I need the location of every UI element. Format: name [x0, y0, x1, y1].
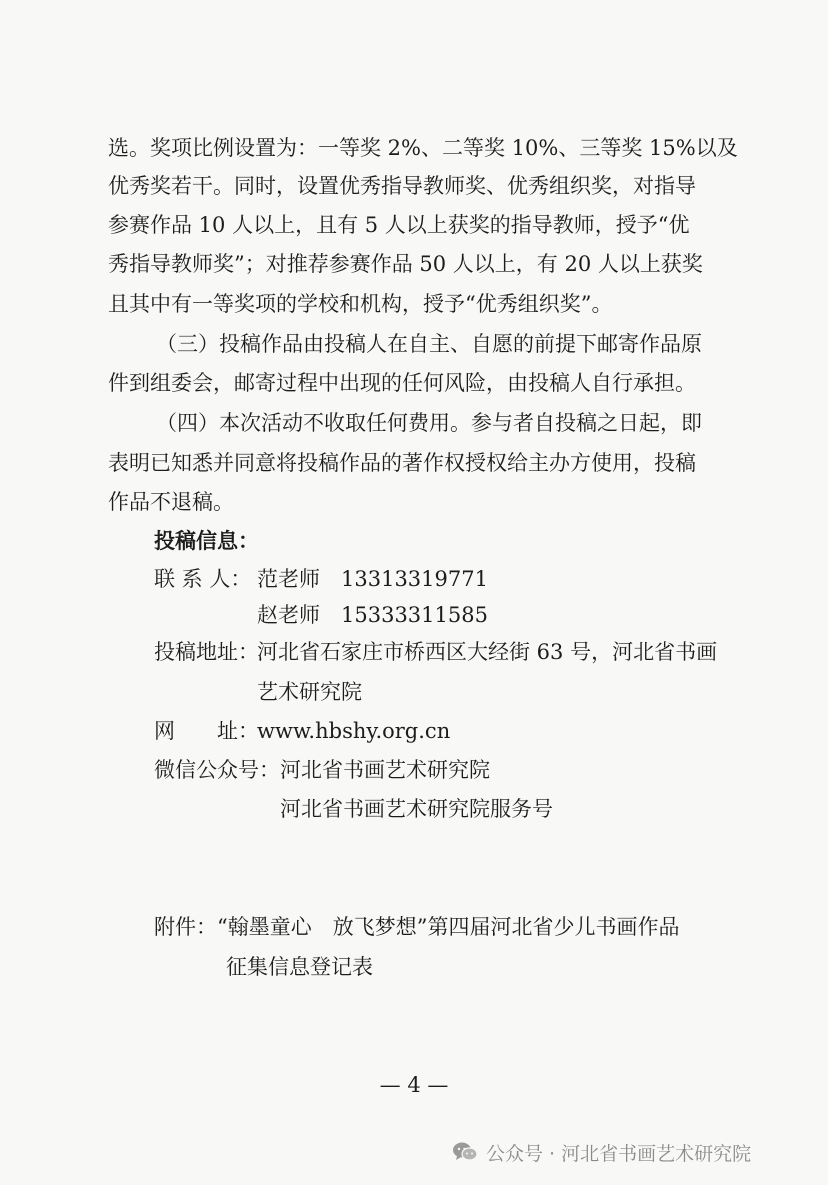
contact-value: 范老师 13313319771 — [257, 567, 488, 591]
paragraph-line: （四）本次活动不收取任何费用。参与者自投稿之日起，即 — [156, 411, 702, 435]
submission-heading: 投稿信息： — [154, 529, 259, 553]
paragraph-line: 秀指导教师奖”；对推荐参赛作品 50 人以上，有 20 人以上获奖 — [108, 252, 703, 276]
wechat-label: 微信公众号： — [154, 758, 280, 782]
paragraph-line: 优秀奖若干。同时，设置优秀指导教师奖、优秀组织奖，对指导 — [108, 174, 696, 198]
paragraph-line: 选。奖项比例设置为：一等奖 2%、二等奖 10%、三等奖 15%以及 — [108, 136, 738, 160]
attachment-line: 附件：“翰墨童心 放飞梦想”第四届河北省少儿书画作品 — [154, 915, 680, 939]
address-label: 投稿地址： — [154, 640, 259, 664]
address-value: 河北省石家庄市桥西区大经街 63 号，河北省书画 — [257, 640, 718, 664]
footer-watermark — [452, 1136, 751, 1168]
contact-label: 联 系 人： — [154, 567, 252, 591]
footer-text: 公众号 · 河北省书画艺术研究院 — [486, 1142, 752, 1165]
paragraph-line: 件到组委会，邮寄过程中出现的任何风险，由投稿人自行承担。 — [108, 371, 696, 395]
paragraph-line: 且其中有一等奖项的学校和机构，授予“优秀组织奖”。 — [108, 292, 613, 316]
attachment-line: 征集信息登记表 — [226, 955, 373, 979]
address-value: 艺术研究院 — [257, 680, 362, 704]
wechat-value: 河北省书画艺术研究院 — [280, 758, 490, 782]
contact-value: 赵老师 15333311585 — [257, 603, 488, 627]
website-value: www.hbshy.org.cn — [257, 719, 451, 743]
paragraph-line: 表明已知悉并同意将投稿作品的著作权授权给主办方使用，投稿 — [108, 451, 696, 475]
wechat-icon — [452, 1141, 478, 1163]
wechat-value: 河北省书画艺术研究院服务号 — [280, 797, 553, 821]
paragraph-line: 参赛作品 10 人以上，且有 5 人以上获奖的指导教师，授予“优 — [108, 213, 690, 237]
paragraph-line: （三）投稿作品由投稿人在自主、自愿的前提下邮寄作品原 — [156, 332, 702, 356]
page-number: — 4 — — [379, 1073, 449, 1097]
website-label: 网 址： — [154, 719, 259, 743]
paragraph-line: 作品不退稿。 — [108, 490, 234, 514]
